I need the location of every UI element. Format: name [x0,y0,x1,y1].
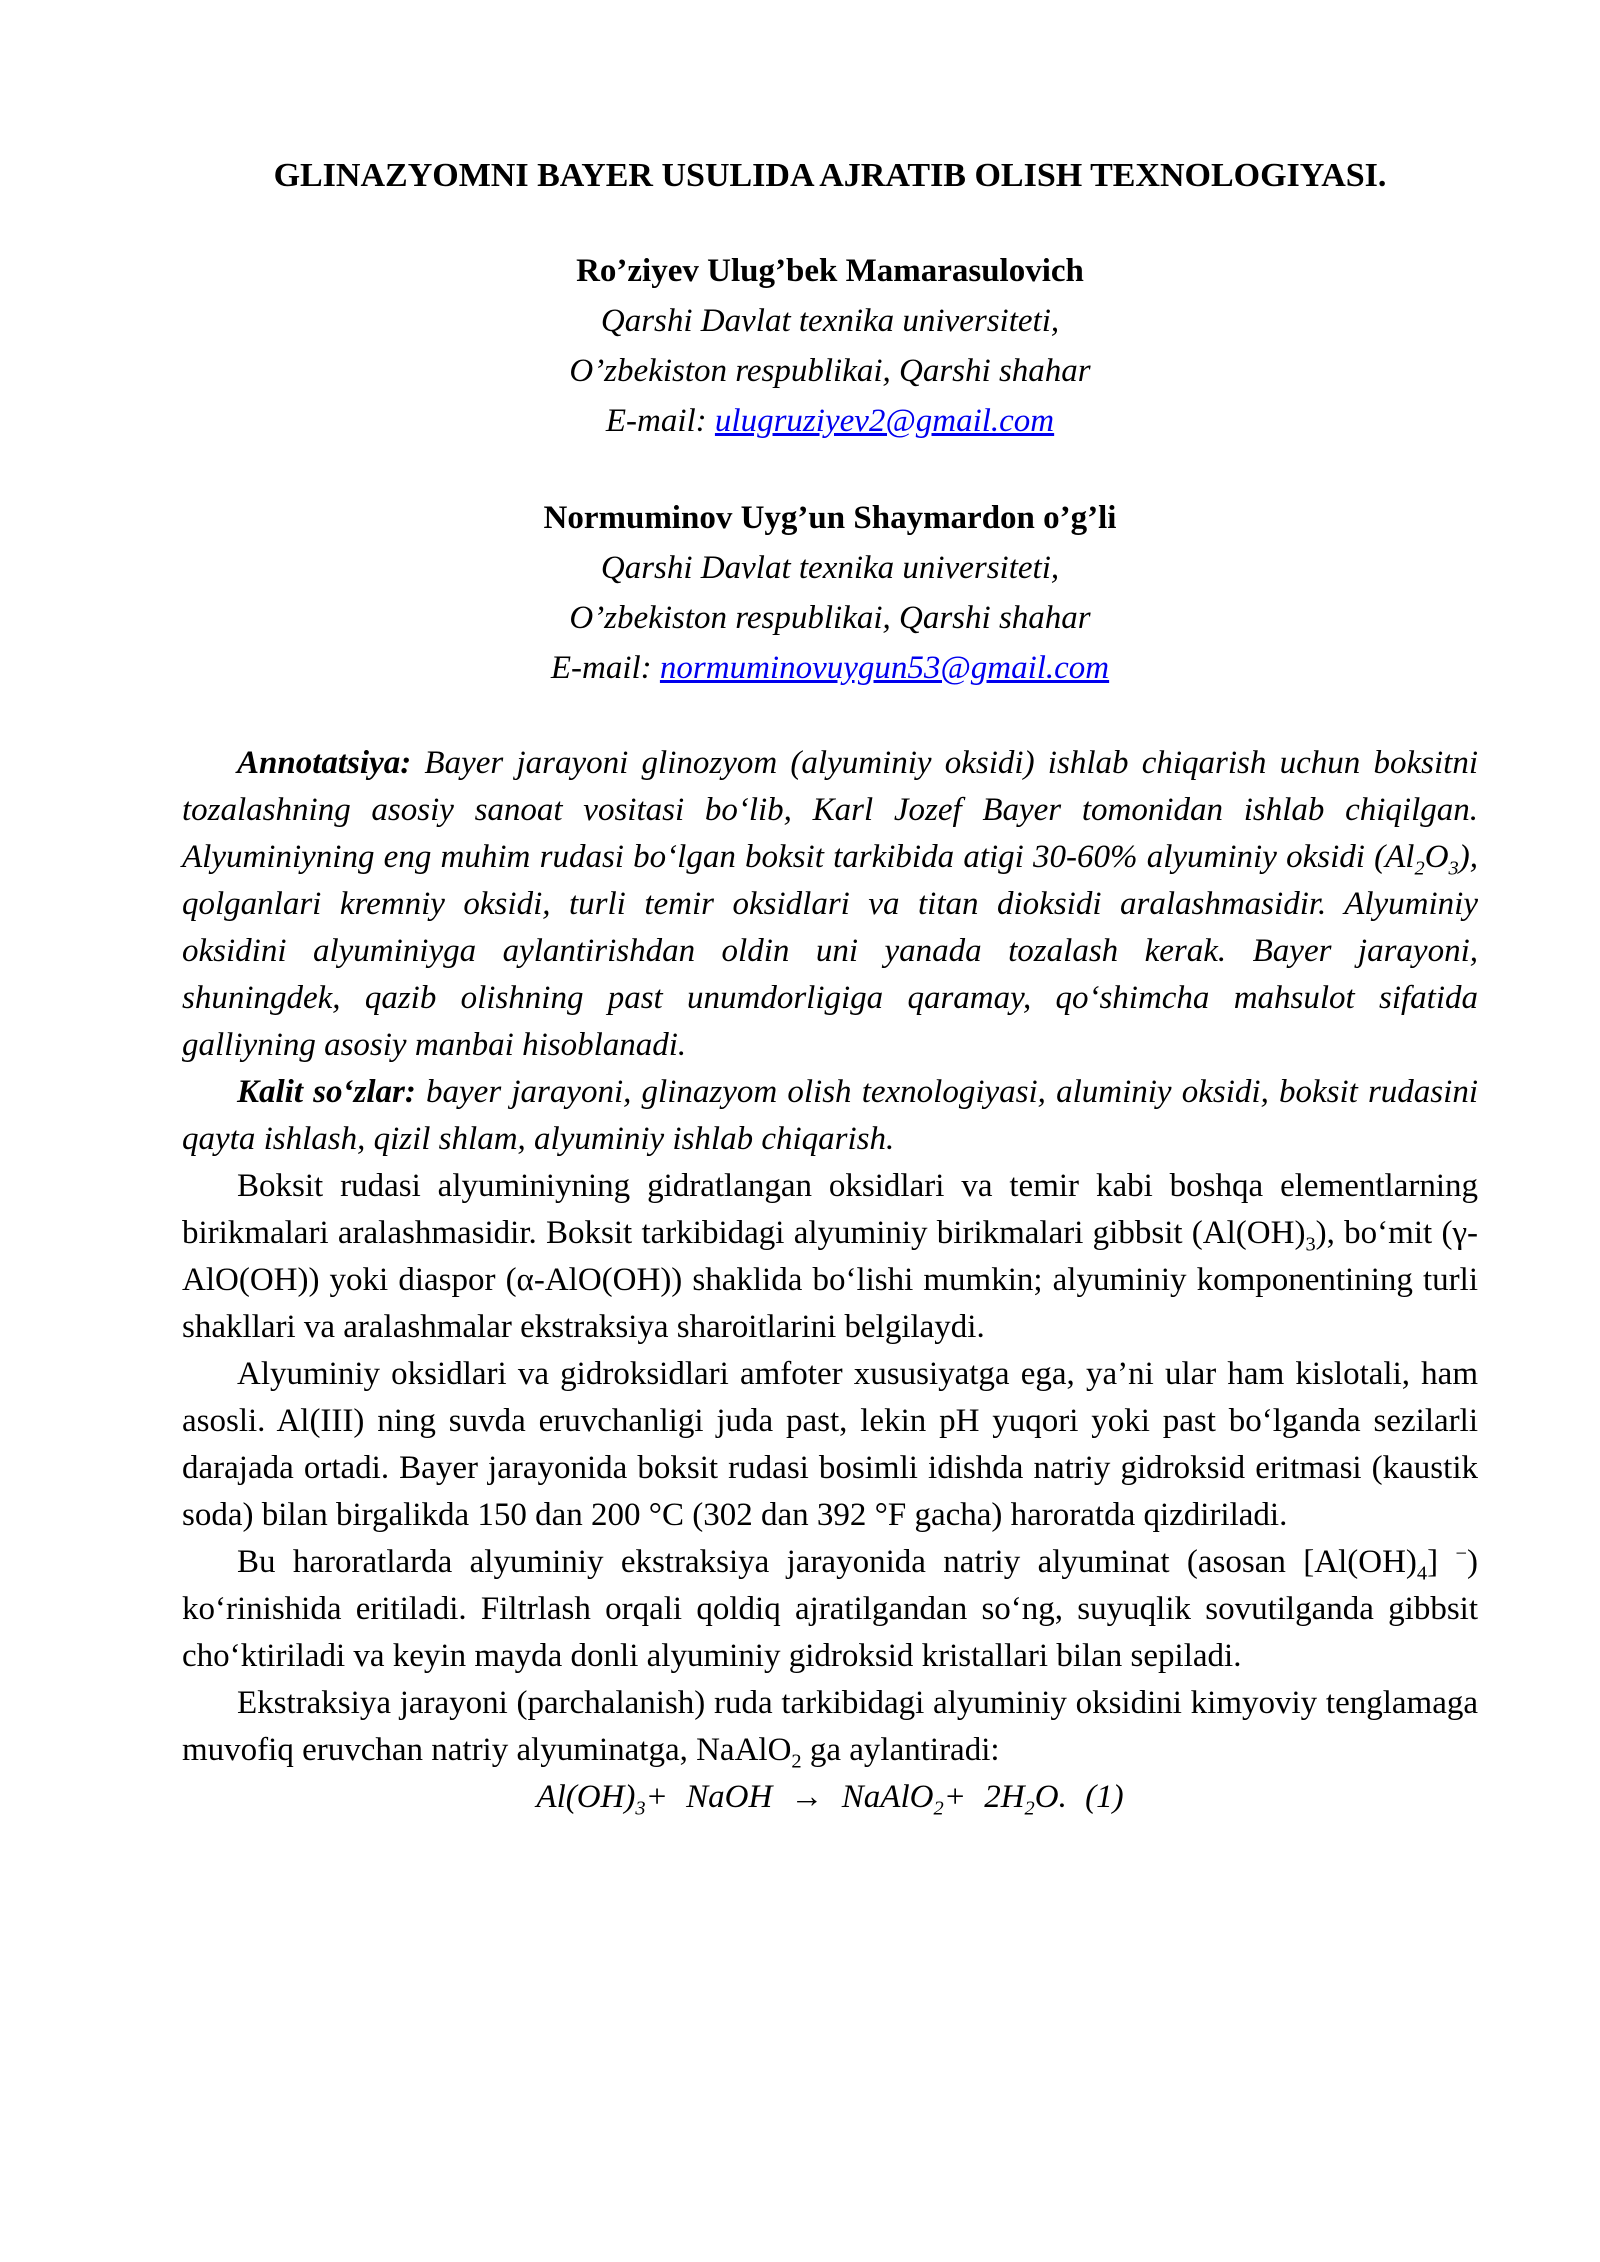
author-block-1 [182,246,1478,446]
annotation-text: Bayer jarayoni glinozyom (alyuminiy oksidi) ishlab chiqarish uchun boksitni tozalashning asosiy sanoat vositasi bo‘lib, Karl Jozef Bayer tomonidan ishlab chiqilgan. Alyuminiyning eng muhim rudasi bo‘lgan boksit tarkibida atigi 30-60% alyuminiy oksidi $(Al_2O_3)$, qolganlari kremniy oksidi, turli temir oksidlari va titan dioksidi aralashmasidir. Alyuminiy oksidini alyuminiyga aylantirishdan oldin uni yanada tozalash kerak. Bayer jarayoni, shuningdek, qazib olishning past unumdorligiga qaramay, qo‘shimcha mahsulot sifatida galliyning asosiy manbai hisoblanadi. [182,745,1478,1063]
author-1-email-link[interactable]: ulugruziyev2@gmail.com [714,403,1055,439]
email-label: E-mail: [550,650,660,686]
body-paragraph-amphoteric-properties: Alyuminiy oksidlari va gidroksidlari amfoter xususiyatga ega, ya’ni ular ham kislotali, ham asosli. Al(III) ning suvda eruvchanligi juda past, lekin pH yuqori yoki past bo‘lganda sezilarli darajada ortadi. Bayer jarayonida boksit rudasi bosimli idishda natriy gidroksid eritmasi (kaustik soda) bilan birgalikda 150 dan 200 °C (302 dan 392 °F gacha) haroratda qizdiriladi. [182,1356,1478,1533]
equation-line [182,1774,1478,1821]
body-paragraph-sodium-aluminate: Bu haroratlarda alyuminiy ekstraksiya jarayonida natriy alyuminat (asosan $[Al(OH)_4]$ −) ko‘rinishida eritiladi. Filtrlash orqali qoldiq ajratilgandan so‘ng, suyuqlik sovutilganda gibbsit cho‘ktiriladi va keyin mayda donli alyuminiy gidroksid kristallari bilan sepiladi. [182,1543,1478,1674]
author-2-email-link[interactable]: normuminovuygun53@gmail.com [659,650,1110,686]
author-2-affiliation-line-2: O’zbekiston respublikai, Qarshi shahar [569,600,1091,636]
email-label: E-mail: [605,403,715,439]
body-paragraph-bauxite-composition: Boksit rudasi alyuminiyning gidratlangan oksidlari va temir kabi boshqa elementlarning birikmalari aralashmasidir. Boksit tarkibidagi alyuminiy birikmalari gibbsit $(Al(OH)_3)$, bo‘mit (γ-AlO(OH)) yoki diaspor (α-AlO(OH)) shaklida bo‘lishi mumkin; alyuminiy komponentining turli shakllari va aralashmalar ekstraksiya sharoitlarini belgilaydi. [182,1168,1479,1345]
author-1-name: Ro’ziyev Ulug’bek Mamarasulovich [576,253,1084,289]
author-1-email-line [182,396,1478,446]
author-2-name: Normuminov Uyg’un Shaymardon o’g’li [543,500,1117,536]
author-1-affiliation-line-1: Qarshi Davlat texnika universiteti, [600,303,1060,339]
equation-number: (1) [1085,1779,1124,1815]
annotation-label: Annotatsiya: [237,745,412,781]
author-2-affiliation-line-1: Qarshi Davlat texnika universiteti, [600,550,1060,586]
annotation-paragraph [182,740,1478,1069]
author-2-email-line [182,643,1478,693]
page-title: GLINAZYOMNI BAYER USULIDA AJRATIB OLISH TEXNOLOGIYASI. [273,157,1387,194]
keywords-label: Kalit so‘zlar: [237,1074,416,1110]
author-1-affiliation-line-2: O’zbekiston respublikai, Qarshi shahar [569,353,1091,389]
equation-formula: $Al(OH)_3+$ NaOH → NaAlO$_2$+ $2H_2O$. [536,1779,1086,1820]
keywords-text: bayer jarayoni, glinazyom olish texnologiyasi, aluminiy oksidi, boksit rudasini qayta ishlash, qizil shlam, alyuminiy ishlab chiqarish. [182,1074,1478,1157]
keywords-paragraph [182,1069,1478,1163]
author-block-2 [182,493,1478,693]
body-paragraph-extraction-process: Ekstraksiya jarayoni (parchalanish) ruda tarkibidagi alyuminiy oksidini kimyoviy tenglamaga muvofiq eruvchan natriy alyuminatga, NaAlO$_2$ ga aylantiradi: [182,1685,1478,1773]
